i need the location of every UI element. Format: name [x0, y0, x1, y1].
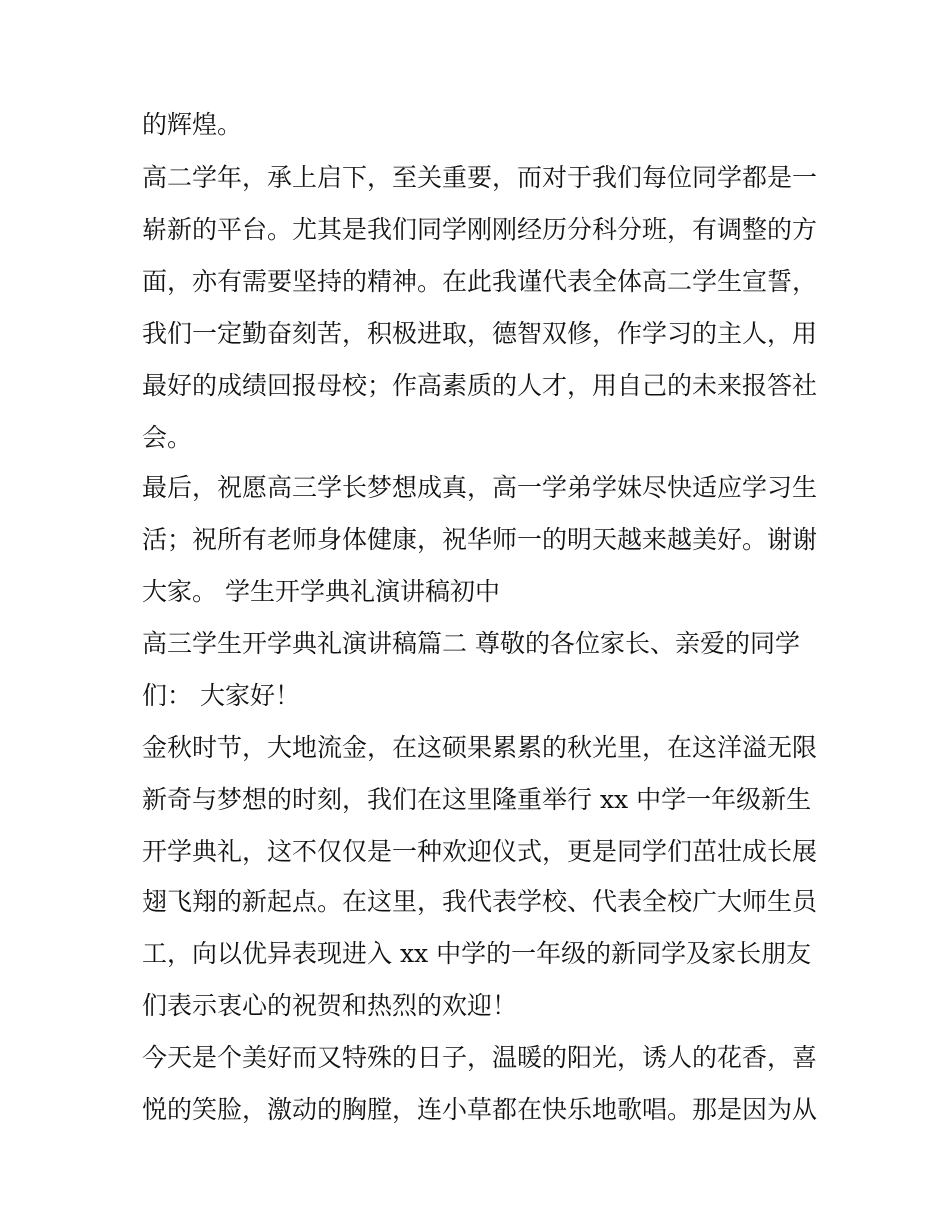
text-line: 我们一定勤奋刻苦，积极进取，德智双修，作学习的主人，用 — [142, 319, 818, 348]
text-line: 工，向以优异表现进入 xx 中学的一年级的新同学及家长朋友 — [142, 939, 812, 968]
text-line: 的辉煌。 — [142, 110, 243, 139]
text-line: 会。 — [142, 423, 193, 452]
text-line: 最好的成绩回报母校；作高素质的人才，用自己的未来报答社 — [142, 371, 818, 400]
text-line: 大家。 学生开学典礼演讲稿初中 — [142, 577, 500, 606]
text-line: 开学典礼，这不仅仅是一种欢迎仪式，更是同学们茁壮成长展 — [142, 837, 818, 866]
text-line: 今天是个美好而又特殊的日子，温暖的阳光，诱人的花香，喜 — [142, 1043, 818, 1072]
text-line: 新奇与梦想的时刻，我们在这里隆重举行 xx 中学一年级新生 — [142, 785, 812, 814]
text-line: 高二学年，承上启下，至关重要，而对于我们每位同学都是一 — [142, 163, 818, 192]
text-line: 翅飞翔的新起点。在这里，我代表学校、代表全校广大师生员 — [142, 887, 818, 916]
text-line: 金秋时节，大地流金，在这硕果累累的秋光里，在这洋溢无限 — [142, 733, 818, 762]
text-line: 活；祝所有老师身体健康，祝华师一的明天越来越美好。谢谢 — [142, 525, 818, 554]
text-line: 面，亦有需要坚持的精神。在此我谨代表全体高二学生宣誓， — [142, 267, 818, 296]
text-line: 悦的笑脸，激动的胸膛，连小草都在快乐地歌唱。那是因为从 — [142, 1095, 818, 1124]
text-line: 崭新的平台。尤其是我们同学刚刚经历分科分班，有调整的方 — [142, 215, 818, 244]
text-line: 高三学生开学典礼演讲稿篇二 尊敬的各位家长、亲爱的同学 — [142, 629, 800, 658]
text-line: 最后，祝愿高三学长梦想成真，高一学弟学妹尽快适应学习生 — [142, 473, 818, 502]
text-line: 们表示衷心的祝贺和热烈的欢迎！ — [142, 991, 518, 1020]
text-line: 们： 大家好！ — [142, 681, 300, 710]
